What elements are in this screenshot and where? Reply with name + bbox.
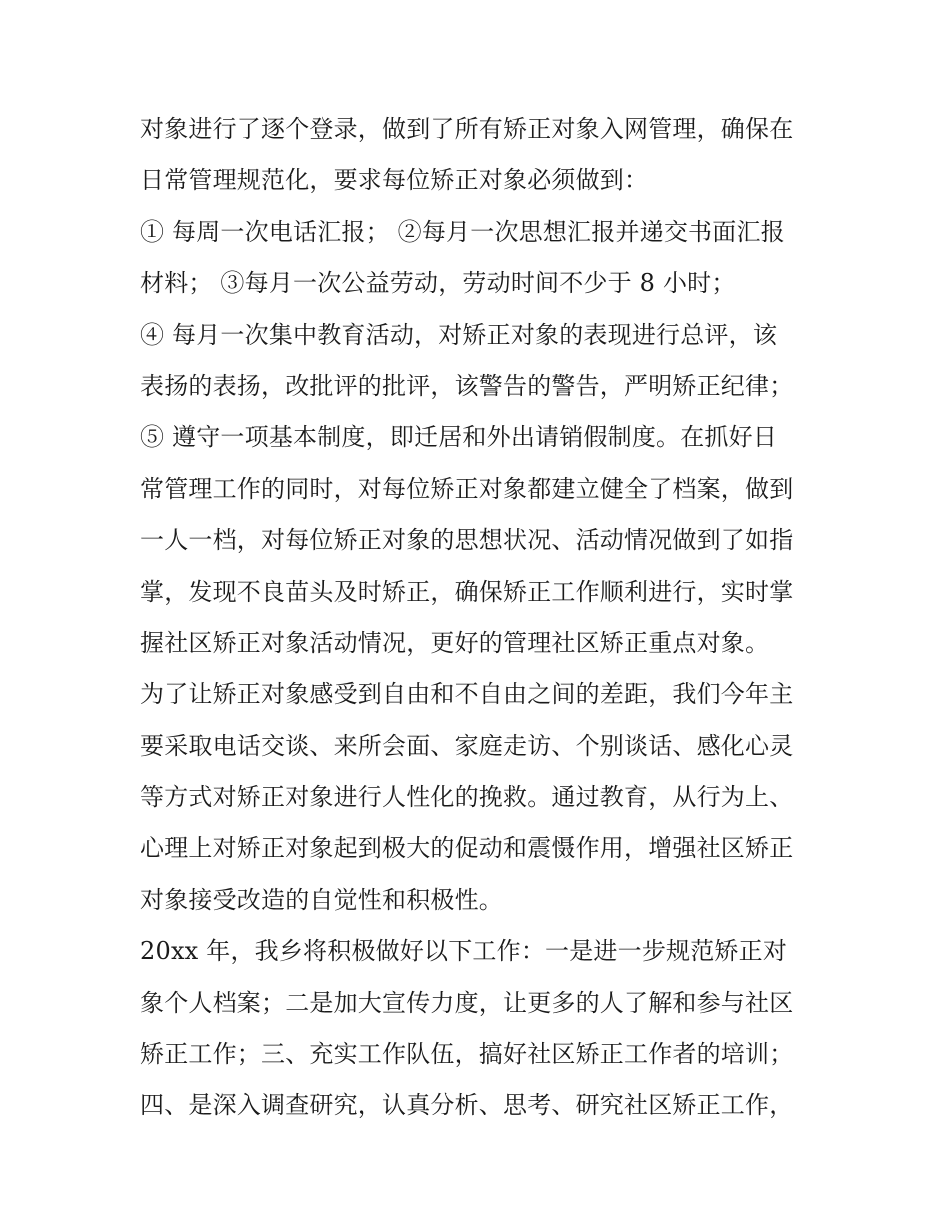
- text-line-12: 为了让矫正对象感受到自由和不自由之间的差距，我们今年主: [140, 680, 794, 709]
- text-line-15: 心理上对矫正对象起到极大的促动和震慑作用，增强社区矫正: [140, 834, 794, 863]
- body-text: [140, 104, 820, 1132]
- text-line-9: 一人一档，对每位矫正对象的思想状况、活动情况做到了如指: [140, 526, 794, 555]
- text-line-1: 对象进行了逐个登录，做到了所有矫正对象入网管理，确保在: [140, 115, 794, 143]
- text-line-2: 日常管理规范化，要求每位矫正对象必须做到：: [140, 166, 649, 195]
- text-line-3: ① 每周一次电话汇报； ②每月一次思想汇报并递交书面汇报: [140, 217, 785, 246]
- text-line-13: 要采取电话交谈、来所会面、家庭走访、个别谈话、感化心灵: [140, 731, 794, 760]
- text-line-8: 常管理工作的同时，对每位矫正对象都建立健全了档案，做到: [140, 474, 794, 503]
- text-line-4: 材料； ③每月一次公益劳动，劳动时间不少于 8 小时；: [140, 269, 736, 298]
- text-line-20: 四、是深入调查研究，认真分析、思考、研究社区矫正工作，: [140, 1091, 794, 1120]
- text-line-5: ④ 每月一次集中教育活动，对矫正对象的表现进行总评，该: [140, 320, 778, 349]
- text-line-16: 对象接受改造的自觉性和积极性。: [140, 885, 503, 914]
- text-line-17: 20xx 年，我乡将积极做好以下工作：一是进一步规范矫正对: [140, 937, 788, 966]
- text-line-14: 等方式对矫正对象进行人性化的挽救。通过教育，从行为上、: [140, 783, 794, 812]
- text-line-11: 握社区矫正对象活动情况，更好的管理社区矫正重点对象。: [140, 628, 770, 657]
- text-line-7: ⑤ 遵守一项基本制度，即迁居和外出请销假制度。在抓好日: [140, 423, 778, 452]
- text-line-19: 矫正工作；三、充实工作队伍，搞好社区矫正工作者的培训；: [140, 1040, 794, 1069]
- text-line-6: 表扬的表扬，改批评的批评，该警告的警告，严明矫正纪律；: [140, 371, 794, 400]
- text-line-10: 掌，发现不良苗头及时矫正，确保矫正工作顺利进行，实时掌: [140, 577, 794, 606]
- text-line-18: 象个人档案；二是加大宣传力度，让更多的人了解和参与社区: [140, 988, 794, 1017]
